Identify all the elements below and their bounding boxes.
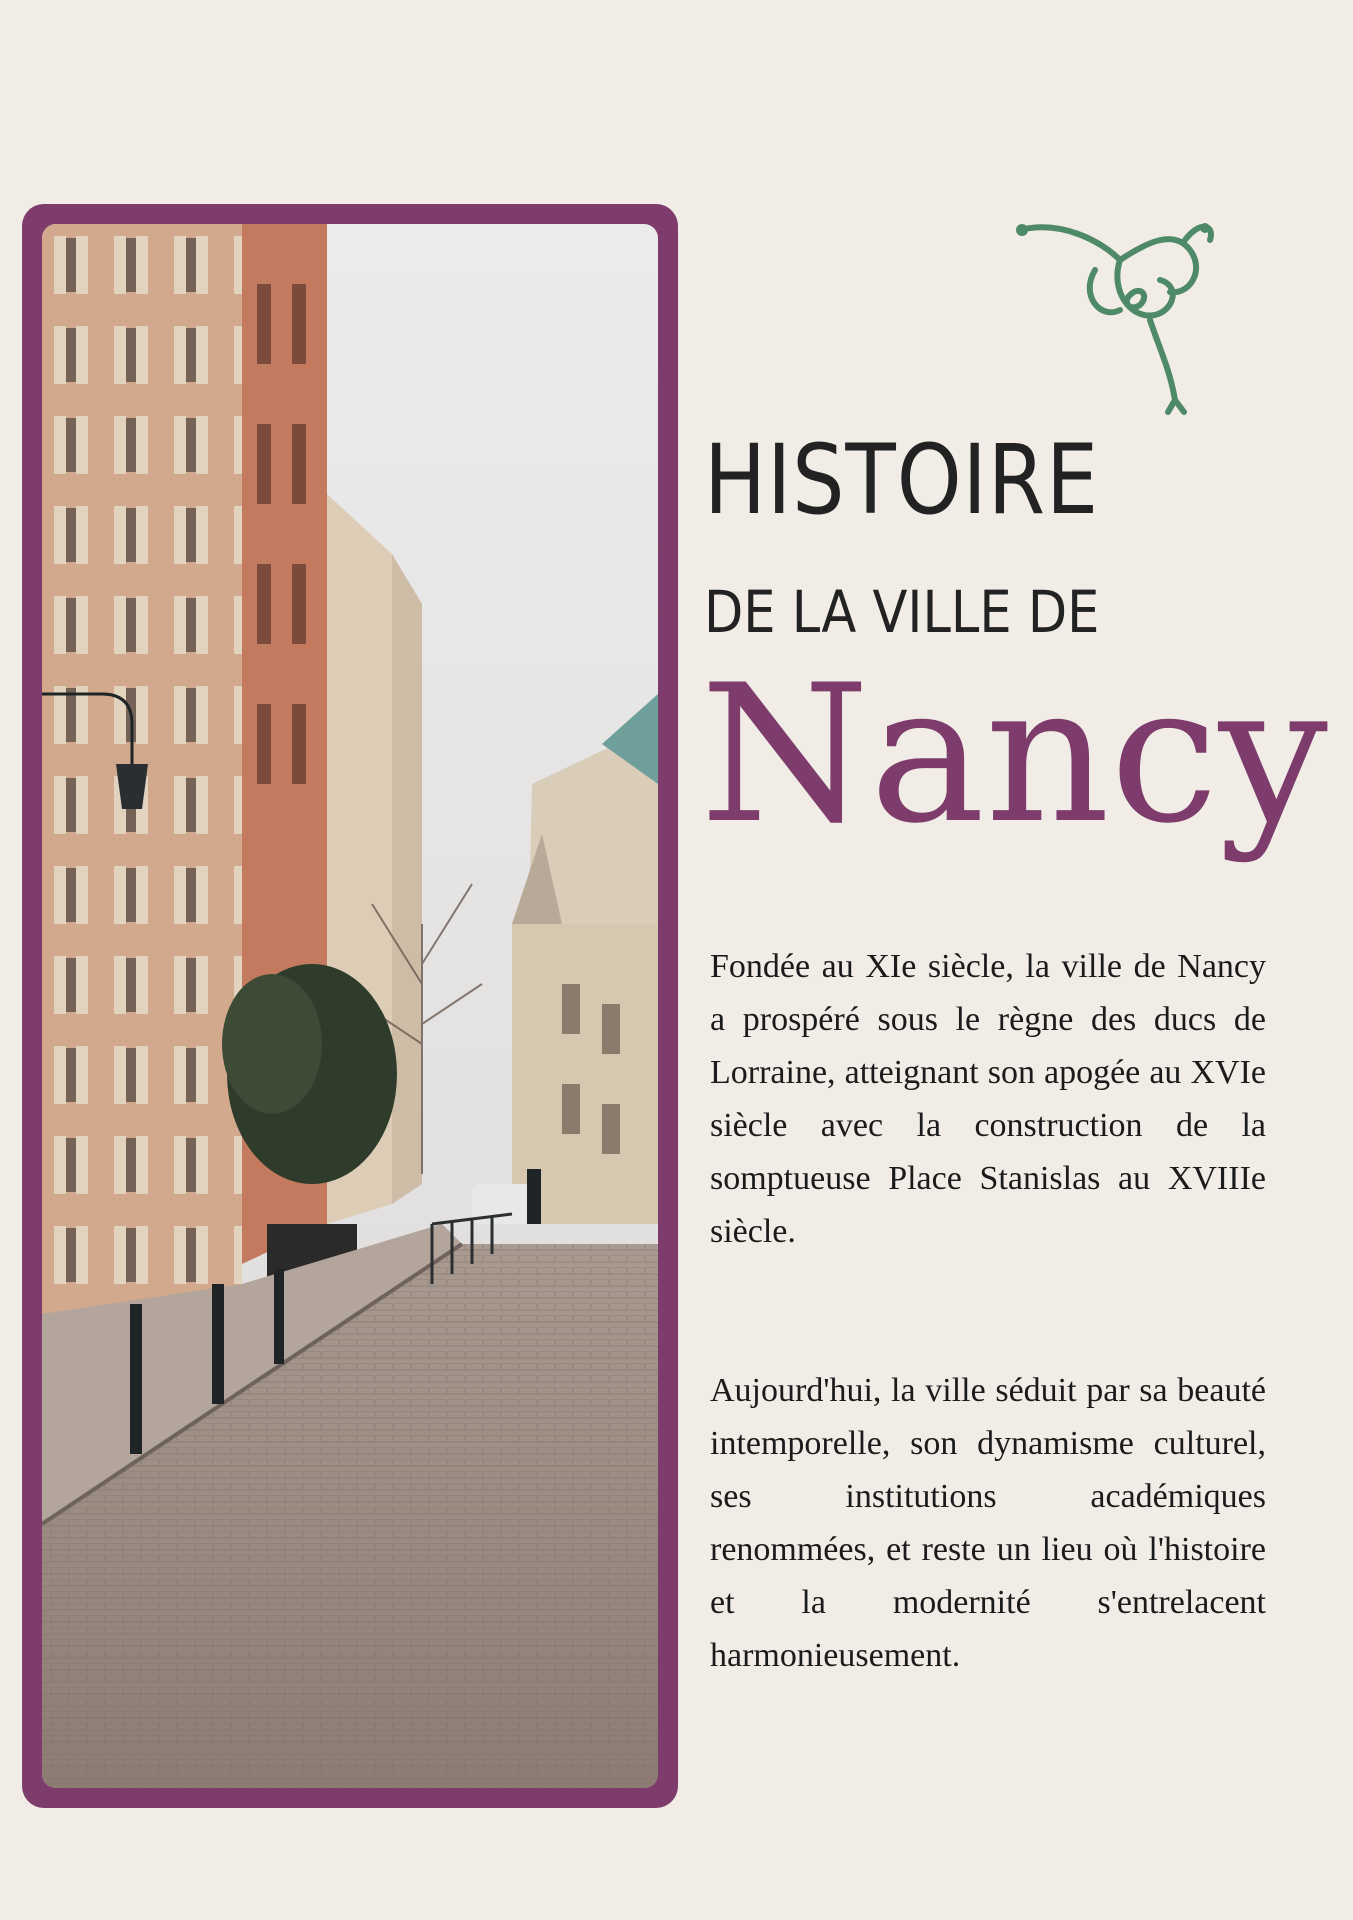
paragraph-today: Aujourd'hui, la ville séduit par sa beauté intemporelle, son dynamisme culturel, ses institutions académiques renommées, et reste un lieu où l'histoire et la modernité s'entrelacent harmonieusement.	[710, 1372, 1266, 1674]
flourish-icon	[1000, 200, 1230, 420]
title-line-histoire: HISTOIRE	[704, 424, 1100, 536]
title-city-name: Nancy	[700, 644, 1328, 865]
street-photo	[42, 224, 658, 1788]
paragraph-history: Fondée au XIe siècle, la ville de Nancy a prospéré sous le règne des ducs de Lorraine, atteignant son apogée au XVIe siècle avec la construction de la somptueuse Place Stanislas au XVIIIe siècle.	[710, 948, 1266, 1250]
title-line-de-la-ville-de: DE LA VILLE DE	[704, 578, 1100, 646]
photo-frame	[22, 204, 678, 1808]
